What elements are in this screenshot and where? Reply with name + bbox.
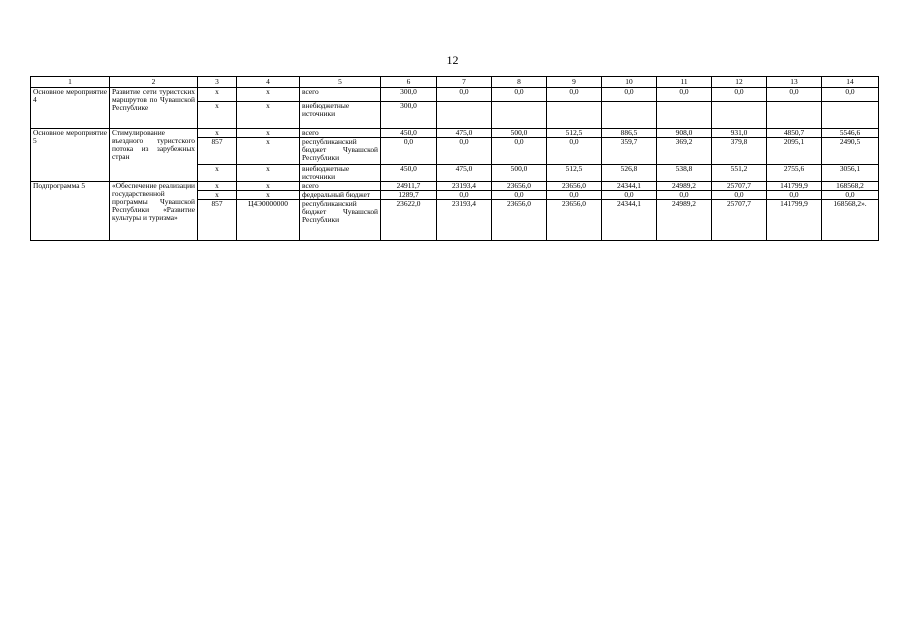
cell-value: 23193,4	[437, 200, 492, 241]
cell-value: 24344,1	[602, 182, 657, 191]
cell-value: 0,0	[657, 191, 712, 200]
cell-col3: x	[198, 191, 237, 200]
cell-col3: x	[198, 182, 237, 191]
cell-value: 886,5	[602, 129, 657, 138]
cell-col3: x	[198, 102, 237, 129]
section-name: Основное мероприятие 5	[31, 129, 110, 182]
cell-value: 2095,1	[767, 138, 822, 165]
cell-value: 475,0	[437, 129, 492, 138]
cell-value: 0,0	[492, 191, 547, 200]
cell-value: 23656,0	[492, 200, 547, 241]
cell-value: 0,0	[712, 88, 767, 102]
cell-value: 0,0	[547, 138, 602, 165]
column-header: 6	[381, 77, 437, 88]
cell-value: 0,0	[822, 191, 879, 200]
cell-value: 0,0	[657, 88, 712, 102]
header-row	[31, 77, 879, 88]
cell-col4: x	[237, 191, 300, 200]
column-header: 5	[300, 77, 381, 88]
cell-source: федеральный бюджет	[300, 191, 381, 200]
column-header: 2	[110, 77, 198, 88]
cell-value: 141799,9	[767, 200, 822, 241]
cell-col4: x	[237, 182, 300, 191]
column-header: 12	[712, 77, 767, 88]
cell-source: республиканский бюджет Чувашской Республики	[300, 138, 381, 165]
cell-value: 23656,0	[547, 200, 602, 241]
column-header: 11	[657, 77, 712, 88]
section-title: Стимулирование въездного туристского потока из зарубежных стран	[110, 129, 198, 182]
cell-value: 168568,2	[822, 182, 879, 191]
cell-value	[437, 102, 492, 129]
cell-value: 24989,2	[657, 200, 712, 241]
cell-value: 23193,4	[437, 182, 492, 191]
cell-value: 359,7	[602, 138, 657, 165]
cell-value: 4850,7	[767, 129, 822, 138]
cell-value: 5546,6	[822, 129, 879, 138]
cell-col4: Ц4Э0000000	[237, 200, 300, 241]
cell-value: 538,8	[657, 165, 712, 182]
cell-value: 0,0	[547, 191, 602, 200]
column-header: 8	[492, 77, 547, 88]
cell-value: 0,0	[492, 138, 547, 165]
column-header: 3	[198, 77, 237, 88]
cell-value	[712, 102, 767, 129]
cell-col4: x	[237, 165, 300, 182]
cell-value: 500,0	[492, 165, 547, 182]
cell-value: 0,0	[492, 88, 547, 102]
cell-value: 3056,1	[822, 165, 879, 182]
section-title: «Обеспечение реализации государственной программы Чувашской Республики «Развитие культуры и туризма»	[110, 182, 198, 241]
column-header: 7	[437, 77, 492, 88]
cell-value: 526,8	[602, 165, 657, 182]
cell-value: 2755,6	[767, 165, 822, 182]
cell-value: 500,0	[492, 129, 547, 138]
cell-value: 0,0	[767, 191, 822, 200]
cell-source: всего	[300, 182, 381, 191]
table-row	[31, 182, 879, 191]
cell-value: 0,0	[822, 88, 879, 102]
column-header: 13	[767, 77, 822, 88]
cell-value: 24989,2	[657, 182, 712, 191]
column-header: 14	[822, 77, 879, 88]
cell-col3: x	[198, 165, 237, 182]
cell-value: 0,0	[437, 88, 492, 102]
cell-value: 379,8	[712, 138, 767, 165]
cell-value: 450,0	[381, 165, 437, 182]
cell-value: 512,5	[547, 129, 602, 138]
column-header: 9	[547, 77, 602, 88]
cell-value: 24344,1	[602, 200, 657, 241]
cell-value: 0,0	[547, 88, 602, 102]
cell-value: 23656,0	[492, 182, 547, 191]
cell-value: 0,0	[712, 191, 767, 200]
cell-value: 0,0	[437, 138, 492, 165]
cell-value: 0,0	[602, 191, 657, 200]
cell-value	[547, 102, 602, 129]
column-header: 1	[31, 77, 110, 88]
cell-source: внебюджетные источники	[300, 102, 381, 129]
budget-table	[30, 76, 879, 241]
page-number: 12	[446, 53, 459, 67]
cell-value: 0,0	[767, 88, 822, 102]
cell-col4: x	[237, 102, 300, 129]
cell-source: внебюджетные источники	[300, 165, 381, 182]
cell-value	[657, 102, 712, 129]
cell-value: 300,0	[381, 102, 437, 129]
cell-value	[492, 102, 547, 129]
cell-value: 25707,7	[712, 182, 767, 191]
cell-value: 908,0	[657, 129, 712, 138]
cell-value: 369,2	[657, 138, 712, 165]
table-row	[31, 129, 879, 138]
cell-value: 512,5	[547, 165, 602, 182]
cell-value: 2490,5	[822, 138, 879, 165]
cell-value	[602, 102, 657, 129]
cell-value: 0,0	[381, 138, 437, 165]
cell-source: всего	[300, 88, 381, 102]
cell-value: 23656,0	[547, 182, 602, 191]
section-title: Развитие сети туристских маршрутов по Чувашской Республике	[110, 88, 198, 129]
section-name: Подпрограмма 5	[31, 182, 110, 241]
column-header: 4	[237, 77, 300, 88]
cell-col4: x	[237, 129, 300, 138]
cell-value: 300,0	[381, 88, 437, 102]
cell-value	[767, 102, 822, 129]
cell-source: республиканский бюджет Чувашской Республики	[300, 200, 381, 241]
cell-value: 0,0	[437, 191, 492, 200]
cell-value: 931,0	[712, 129, 767, 138]
cell-value: 1289,7	[381, 191, 437, 200]
cell-source: всего	[300, 129, 381, 138]
cell-value: 141799,9	[767, 182, 822, 191]
cell-value: 551,2	[712, 165, 767, 182]
table-row	[31, 88, 879, 102]
cell-col4: x	[237, 138, 300, 165]
cell-value: 0,0	[602, 88, 657, 102]
cell-value: 23622,0	[381, 200, 437, 241]
cell-value: 24911,7	[381, 182, 437, 191]
column-header: 10	[602, 77, 657, 88]
cell-value: 450,0	[381, 129, 437, 138]
cell-col3: 857	[198, 200, 237, 241]
cell-value: 168568,2».	[822, 200, 879, 241]
cell-col4: x	[237, 88, 300, 102]
cell-col3: x	[198, 88, 237, 102]
cell-col3: x	[198, 129, 237, 138]
cell-col3: 857	[198, 138, 237, 165]
cell-value: 475,0	[437, 165, 492, 182]
cell-value: 25707,7	[712, 200, 767, 241]
cell-value	[822, 102, 879, 129]
section-name: Основное мероприятие 4	[31, 88, 110, 129]
